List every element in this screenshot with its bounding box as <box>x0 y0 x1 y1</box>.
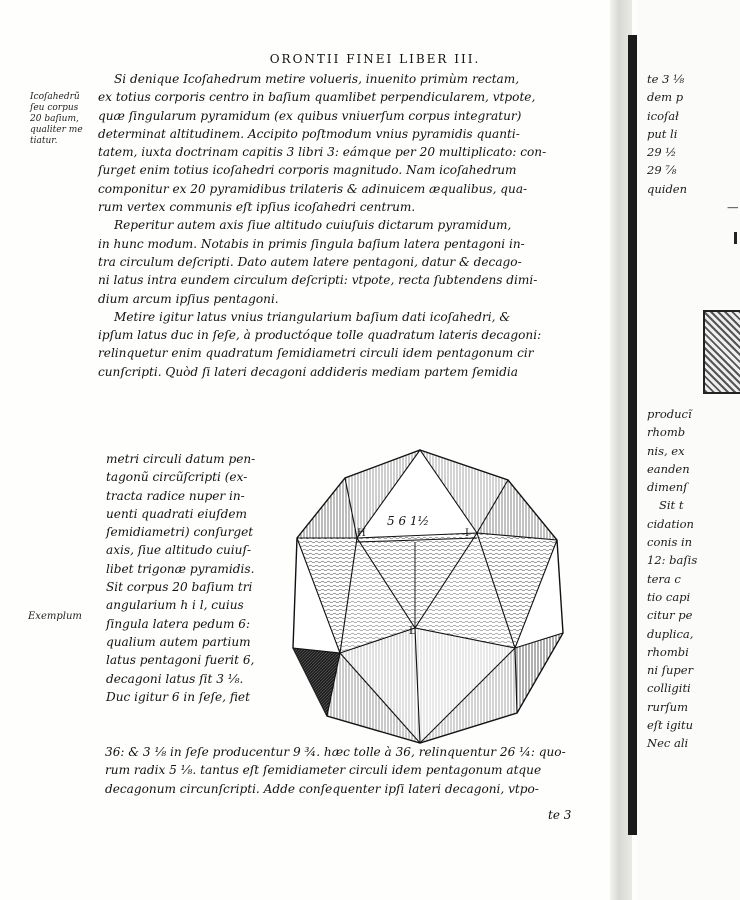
figure-label-i: I <box>465 528 469 539</box>
text-line: 29 ½ <box>647 145 677 160</box>
text-line: determinat altitudinem. Accipito poſtmodum vnius pyramidis quanti- <box>98 126 520 141</box>
text-line: componitur ex 20 pyramidibus trilateris & adinuicem æqualibus, qua- <box>98 181 528 196</box>
text-line: tra circulum deſcripti. Dato autem latere pentagoni, datur & decago- <box>98 254 522 269</box>
text-line: — <box>727 200 739 215</box>
margin-note-line: ſeu corpus <box>30 103 79 113</box>
margin-note-line: qualiter me <box>30 125 83 135</box>
margin-note-example: Exemplum <box>28 611 82 622</box>
right-page-mark <box>734 232 737 244</box>
text-line: ſingula latera pedum 6: <box>106 616 251 631</box>
right-page-bottom-text <box>647 405 697 753</box>
text-line: duplica, <box>647 626 694 641</box>
text-line: ni latus intra eundem circulum deſcripti: vtpote, recta ſubtendens dimi- <box>98 273 538 288</box>
text-line: rurſum <box>647 699 688 714</box>
text-line: producĩ <box>647 407 692 421</box>
text-line: tio capi <box>647 589 691 604</box>
text-line: decagoni latus ſit 3 ⅛. <box>106 671 244 686</box>
body-text-top <box>98 70 573 381</box>
text-line: latus pentagoni fuerit 6, <box>106 653 255 668</box>
text-line: ex totius corporis centro in baſium quamlibet perpendicularem, vtpote, <box>98 90 536 105</box>
text-line: ipſum latus duc in ſeſe, à productóque tolle quadratum lateris decagoni: <box>98 328 542 343</box>
text-line: metri circuli datum pen- <box>106 452 256 466</box>
text-line: 36: & 3 ⅛ in ſeſe producentur 9 ¾. hæc tolle à 36, relinquentur 26 ¼: quo- <box>105 745 566 759</box>
decorated-initial <box>703 310 740 394</box>
text-line: dium arcum ipſius pentagoni. <box>98 291 279 306</box>
text-line: tracta radice nuper in- <box>106 488 245 503</box>
text-line: tera c <box>647 571 681 586</box>
text-line: axis, ſiue altitudo cuiuſ- <box>106 543 252 558</box>
text-line: conis in <box>647 535 693 550</box>
text-line: ſemidiametri) conſurget <box>106 525 254 540</box>
text-line: eanden <box>647 461 690 476</box>
body-text-bottom <box>105 743 575 798</box>
text-line: Sit corpus 20 baſium tri <box>106 580 253 595</box>
text-line: qualium autem partium <box>106 634 251 649</box>
text-line: ſurget enim totius icoſahedri corporis magnitudo. Nam icoſahedrum <box>98 163 517 178</box>
text-line: Reperitur autem axis ſiue altitudo cuiuſuis dictarum pyramidum, <box>114 218 512 233</box>
text-line: colligiti <box>647 681 691 696</box>
text-line: dimenſ <box>647 480 688 495</box>
icosahedron-drawing <box>285 448 575 748</box>
text-line: ni ſuper <box>647 663 694 678</box>
text-line: uenti quadrati eiuſdem <box>106 506 248 521</box>
text-line: libet trigonæ pyramidis. <box>106 561 255 576</box>
text-line: cunſcripti. Quòd ſi lateri decagoni addideris mediam partem ſemidia <box>98 364 518 379</box>
body-text-wrap <box>106 450 271 706</box>
right-page <box>637 0 740 900</box>
figure-measure-label: 5 6 1½ <box>387 514 430 528</box>
running-header: ORONTII FINEI LIBER III. <box>269 52 481 66</box>
margin-note-line: 20 baſium, <box>30 114 79 124</box>
text-line: Nec ali <box>647 736 689 751</box>
text-line: rhombi <box>647 644 689 659</box>
text-line: cidation <box>647 516 694 531</box>
text-line: angularium h i l, cuius <box>106 598 244 613</box>
text-line: tatem, iuxta doctrinam capitis 3 libri 3: eámque per 20 multiplicato: con- <box>98 145 547 160</box>
figure-label-l: L <box>409 626 416 637</box>
text-line: nis, ex <box>647 443 685 458</box>
text-line: rhomb <box>647 425 686 440</box>
text-line: Sit t <box>659 498 684 513</box>
margin-note-line: Icoſahedrũ <box>30 92 80 102</box>
text-line: put li <box>647 126 678 141</box>
text-line: quæ ſingularum pyramidum (ex quibus vniuerſum corpus integratur) <box>98 108 522 123</box>
gutter-shadow <box>628 35 637 835</box>
figure-label-h: H <box>357 528 366 539</box>
catchword: te 3 <box>548 808 572 822</box>
text-line: te 3 ⅛ <box>647 72 685 86</box>
text-line: eſt igitu <box>647 718 694 733</box>
text-line: decagonum circunſcripti. Adde conſequenter ipſi lateri decagoni, vtpo- <box>105 781 539 796</box>
text-line: quiden <box>647 181 688 196</box>
text-line: icoſał <box>647 108 679 123</box>
icosahedron-figure <box>285 448 575 748</box>
text-line: Si denique Icoſahedrum metire volueris, inuenito primùm rectam, <box>114 72 520 86</box>
text-line: 12: baſis <box>647 553 698 568</box>
text-line: relinquetur enim quadratum ſemidiametri circuli idem pentagonum cir <box>98 346 534 361</box>
right-page-top-text <box>647 70 739 216</box>
text-line: in hunc modum. Notabis in primis ſingula baſium latera pentagoni in- <box>98 236 525 251</box>
text-line: rum radix 5 ⅛. tantus eſt ſemidiameter circuli idem pentagonum atque <box>105 763 542 778</box>
text-line: tagonũ circũſcripti (ex- <box>106 470 248 485</box>
text-line: 29 ⅞ <box>647 163 677 178</box>
text-line: dem p <box>647 90 684 105</box>
text-line: Duc igitur 6 in ſeſe, fiet <box>106 689 250 704</box>
text-line: rum vertex communis eſt ipſius icoſahedri centrum. <box>98 200 416 215</box>
text-line: citur pe <box>647 608 693 623</box>
margin-note-line: tiatur. <box>30 136 58 146</box>
margin-note-icosahedron <box>30 92 100 147</box>
text-line: Metire igitur latus vnius triangularium baſium dati icoſahedri, & <box>114 309 511 324</box>
